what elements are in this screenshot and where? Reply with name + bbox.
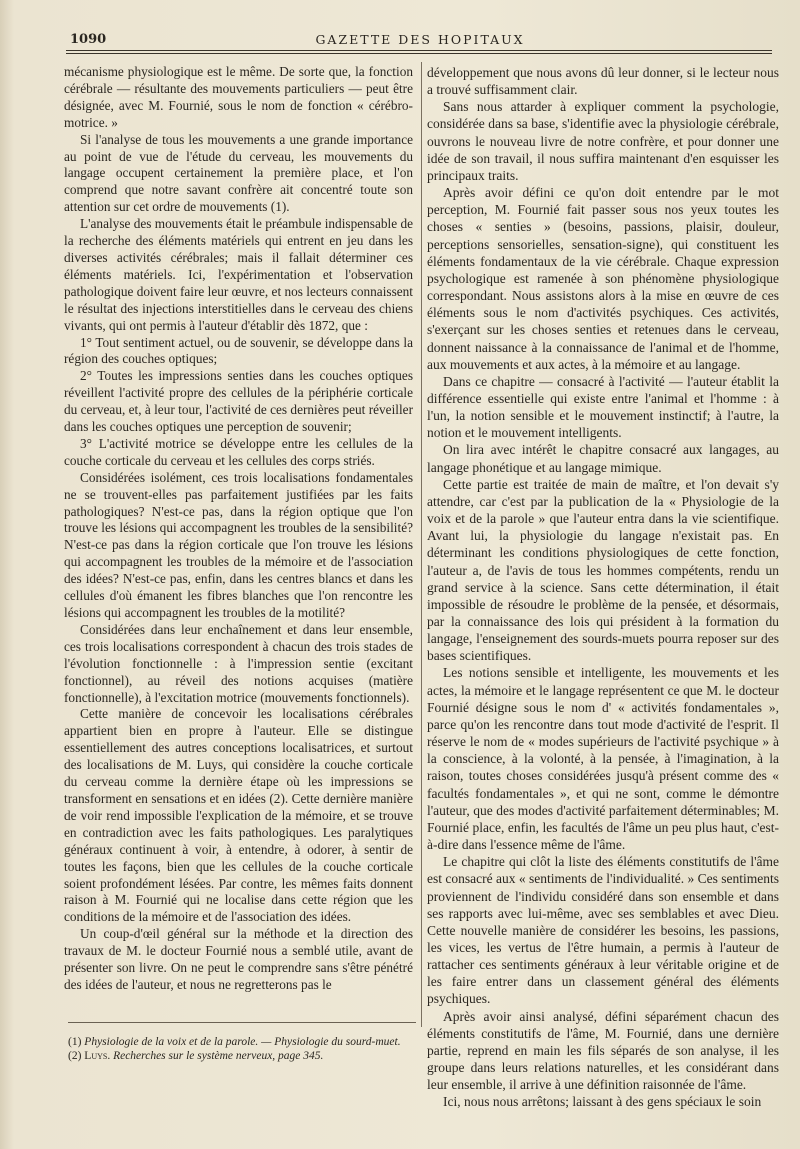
footnote-rule [68, 1022, 416, 1023]
paragraph: Sans nous attarder à expliquer comment la psychologie, considérée dans sa base, s'identifie avec la physiologie cérébrale, ouvrons le nouveau livre de notre confrère, et pour donner une idée de son travail, il nous suffira maintenant d'en esquisser les principaux traits. [427, 99, 779, 183]
right-column [427, 64, 779, 1111]
paragraph: mécanisme physiologique est le même. De sorte que, la fonction cérébrale — résultante des mouvements particuliers — peut être désignée, avec M. Fournié, sous le nom de fonction « cérébro-motrice. » [64, 64, 413, 130]
paragraph: Les notions sensible et intelligente, les mouvements et les actes, la mémoire et le langage représentent ce que M. le docteur Fournié désigne sous le nom d' « activités fondamentales », parce qu'on les rencontre dans tout mode d'activité de l'esprit. Il réserve le nom de « modes supérieurs de l'activité psychique » à la conscience, à la volonté, à la pensée, à l'imagination, à la raison, toutes choses considérées jusqu'à présent comme des « facultés fondamentales », et qui ne sont, comme le démontre l'auteur, que des modes d'activité parfaitement déterminables; M. Fournié place, enfin, les facultés de l'âme un peu plus haut, c'est-à-dire dans l'essence même de l'âme. [427, 665, 779, 853]
paragraph: Cette partie est traitée de main de maître, et l'on devait s'y attendre, car c'est par la publication de la « Physiologie de la voix et de la parole » que l'auteur entra dans la vie scientifique. Avant lui, la physiologie du langage n'existait pas. En déterminant les conditions physiologiques de cette fonction, l'auteur a, de l'avis de tous les hommes compétents, rendu un grand service à la science. Sans cette détermination, il était impossible de résoudre le problème de la pensée, et désormais, par la connaissance des lois qui président à la formation du langage, l'enseignement des sourds-muets pourra reposer sur des bases scientifiques. [427, 476, 779, 664]
footnote-text: Physiologie de la voix et de la parole. — Physiologie du sourd-muet. [84, 1036, 401, 1048]
paragraph: Considérées isolément, ces trois localisations fondamentales ne se trouvent-elles pas parfaitement justifiées par les faits pathologiques? N'est-ce pas, dans la région optique que l'on trouve les lésions qui accompagnent les troubles de la sensibilité? N'est-ce pas dans la région corticale que l'on trouve les lésions qui accompagnent les troubles de la mémoire et de l'association des idées? N'est-ce pas, enfin, dans les centres blancs et dans les cellules d'où émanent les fibres blanches que l'on rencontre les lésions qui accompagnent les troubles de la motilité? [64, 469, 413, 620]
footnote-mark: (2) [68, 1050, 82, 1062]
paragraph: 2° Toutes les impressions senties dans les couches optiques réveillent l'activité propre des cellules de la périphérie corticale du cerveau, et, à leur tour, l'activité de ces dernières peut réveiller dans les couches optiques une perception de souvenir; [64, 368, 413, 435]
paragraph: Dans ce chapitre — consacré à l'activité — l'auteur établit la différence essentielle qui existe entre l'animal et l'homme : à l'un, la notion sensible et le mouvement instinctif; à l'autre, la notion et le mouvement intelligents. [427, 373, 779, 441]
paragraph: 3° L'activité motrice se développe entre les cellules de la couche corticale du cerveau et les cellules des corps striés. [64, 435, 413, 468]
paragraph: développement que nous avons dû leur donner, si le lecteur nous a trouvé suffisamment clair. [427, 65, 779, 98]
paragraph: Un coup-d'œil général sur la méthode et la direction des travaux de M. le docteur Fournié nous a semblé utile, avant de présenter son livre. On ne peut le comprendre sans s'être pénétré des idées de l'auteur, et nous ne regretterons pas le [64, 926, 413, 992]
paragraph: Cette manière de concevoir les localisations cérébrales appartient bien en propre à l'auteur. Elle se distingue essentiellement des autres conceptions localisatrices, et surtout des localisations de M. Luys, qui considère la couche corticale du cerveau comme la dernière étape où les impressions se transforment en sensations et en idées (2). Cette dernière manière de voir rend impossible l'explication de la mémoire, et se trouve en contradiction avec les faits pathologiques. Les paralytiques généraux continuent à voir, à entendre, à odorer, à sentir de toutes les façons, bien que les cellules de la couche corticale soient profondément lésées. Par contre, les mêmes faits donnent raison à M. Fournié qui ne localise dans cette région que les conditions de la mémoire et de l'association des idées. [64, 706, 413, 925]
paragraph: Ici, nous nous arrêtons; laissant à des gens spéciaux le soin [443, 1094, 762, 1110]
paragraph: 1° Tout sentiment actuel, ou de souvenir, se développe dans la région des couches optiques; [64, 334, 413, 367]
footnote-author: Luys. [84, 1050, 111, 1062]
column-divider [421, 62, 422, 1027]
footnote-2 [68, 1049, 414, 1063]
header-rule [66, 50, 772, 51]
header-rule-double [66, 53, 772, 54]
paragraph: Si l'analyse de tous les mouvements a une grande importance au point de vue de l'étude du cerveau, les mouvements du langage occupent certainement la première place, et l'on comprend que notre savant confrère ait concentré toute son attention sur cet ordre de mouvements (1). [64, 131, 413, 215]
page-number: 1090 [70, 32, 107, 47]
footnotes [68, 1035, 414, 1063]
paragraph: Après avoir défini ce qu'on doit entendre par le mot perception, M. Fournié fait passer sous nos yeux toutes les choses « senties » (besoins, passions, plaisir, douleur, perceptions sensorielles, sensation-signe), qui constituent les éléments fondamentaux de la vie cérébrale. Chaque expression psychologique est ramenée à son phénomène physiologique correspondant. Nous assistons alors à la mise en œuvre de ces éléments sous le nom d'activités psychiques. Ces activités, s'exerçant sur les choses senties et retenues dans le cerveau, donnent naissance à la connaissance de l'animal et de l'homme, aux mouvements et aux actes, à la mémoire et au langage. [427, 185, 779, 372]
paragraph: Considérées dans leur enchaînement et dans leur ensemble, ces trois localisations correspondent à chacun des trois stades de l'évolution fonctionnelle : à l'impression sentie (excitant fonctionnel), au réveil des notions acquises (matière fonctionnelle), à l'excitation motrice (mouvements fonctionnels). [64, 621, 413, 705]
paragraph: On lira avec intérêt le chapitre consacré aux langages, au langage phonétique et au langage mimique. [427, 442, 779, 475]
footnote-mark: (1) [68, 1036, 82, 1048]
page-header [70, 30, 770, 50]
paragraph: Le chapitre qui clôt la liste des éléments constitutifs de l'âme est consacré aux « sentiments de l'individualité. » Ces sentiments proviennent de l'individu considéré dans son ensemble et dans ses rapports avec lui-même, avec ses semblables et avec Dieu. Cette nouvelle manière de considérer les besoins, les passions, les vices, les vertus de l'être humain, a permis à l'auteur de rattacher ces sentiments généraux à leur véritable origine et de les faire entrer dans un classement général des éléments psychiques. [427, 854, 779, 1007]
paragraph: L'analyse des mouvements était le préambule indispensable de la recherche des éléments matériels qui entrent en jeu dans les diverses activités cérébrales; mais il fallait déterminer ces éléments matériels. Ici, l'expérimentation et l'observation pathologique doivent faire leur œuvre, et nos lecteurs connaissent le résultat des injections interstitielles dans le cerveau des chiens vivants, qui ont permis à l'auteur d'établir dès 1872, que : [64, 216, 413, 333]
paragraph: Après avoir ainsi analysé, défini séparément chacun des éléments constitutifs de l'âme, M. Fournié, dans une dernière partie, reprend en main les fils séparés de son analyse, il les groupe dans leurs relations naturelles, et les considérant dans leur ensemble, il arrive à une définition raisonnée de l'âme. [427, 1008, 779, 1093]
footnote-text: Recherches sur le système nerveux, page 345. [113, 1050, 324, 1062]
left-column [64, 64, 413, 994]
running-title: GAZETTE DES HOPITAUX [315, 32, 525, 47]
footnote-1 [68, 1035, 414, 1049]
